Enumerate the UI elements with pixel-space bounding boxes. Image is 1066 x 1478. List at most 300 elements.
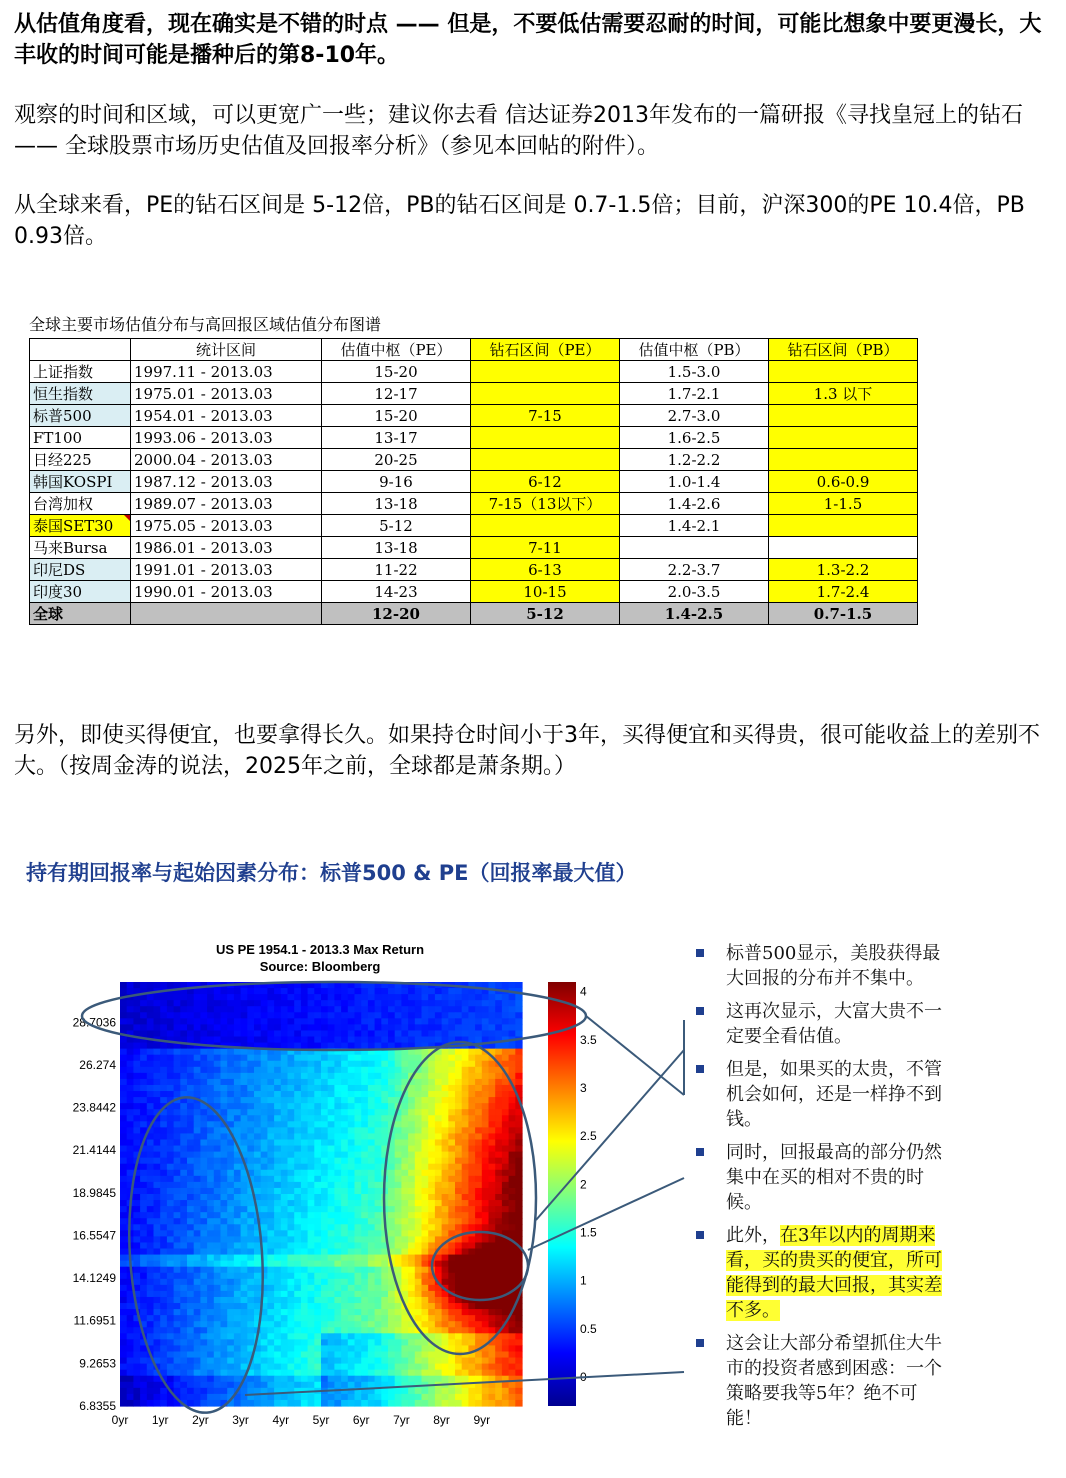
- heatmap-cell: [214, 1224, 221, 1231]
- heatmap-cell: [422, 1091, 429, 1098]
- heatmap-cell: [200, 988, 207, 995]
- heatmap-cell: [294, 1043, 301, 1050]
- heatmap-cell: [321, 1224, 328, 1231]
- heatmap-cell: [207, 1085, 214, 1092]
- heatmap-cell: [261, 1079, 268, 1086]
- heatmap-cell: [127, 1333, 134, 1340]
- heatmap-cell: [462, 1194, 469, 1201]
- heatmap-cell: [495, 1073, 502, 1080]
- heatmap-cell: [133, 1006, 140, 1013]
- heatmap-cell: [187, 1182, 194, 1189]
- heatmap-cell: [489, 1170, 496, 1177]
- heatmap-cell: [495, 1358, 502, 1365]
- heatmap-cell: [261, 1139, 268, 1146]
- heatmap-cell: [415, 1358, 422, 1365]
- heatmap-cell: [254, 1382, 261, 1389]
- heatmap-cell: [375, 1309, 382, 1316]
- heatmap-cell: [502, 1030, 509, 1037]
- heatmap-cell: [180, 1291, 187, 1298]
- heatmap-cell: [348, 1206, 355, 1213]
- heatmap-cell: [422, 1188, 429, 1195]
- heatmap-cell: [401, 1218, 408, 1225]
- heatmap-cell: [214, 1170, 221, 1177]
- heatmap-cell: [241, 1364, 248, 1371]
- heatmap-cell: [140, 1230, 147, 1237]
- heatmap-cell: [194, 1206, 201, 1213]
- heatmap-cell: [174, 1133, 181, 1140]
- heatmap-cell: [147, 1255, 154, 1262]
- heatmap-cell: [288, 1315, 295, 1322]
- heatmap-cell: [388, 1018, 395, 1025]
- heatmap-cell: [294, 1073, 301, 1080]
- heatmap-cell: [180, 1115, 187, 1122]
- heatmap-cell: [515, 1333, 522, 1340]
- heatmap-cell: [455, 1194, 462, 1201]
- heatmap-cell: [194, 1055, 201, 1062]
- heatmap-cell: [375, 1376, 382, 1383]
- heatmap-cell: [288, 994, 295, 1001]
- heatmap-cell: [167, 1194, 174, 1201]
- heatmap-cell: [294, 1188, 301, 1195]
- heatmap-cell: [274, 1139, 281, 1146]
- heatmap-cell: [281, 1055, 288, 1062]
- heatmap-cell: [448, 1152, 455, 1159]
- heatmap-cell: [261, 1158, 268, 1165]
- heatmap-cell: [321, 1024, 328, 1031]
- heatmap-cell: [448, 1085, 455, 1092]
- heatmap-cell: [462, 1249, 469, 1256]
- heatmap-cell: [348, 1339, 355, 1346]
- heatmap-cell: [167, 1333, 174, 1340]
- heatmap-cell: [401, 1176, 408, 1183]
- heatmap-cell: [314, 1249, 321, 1256]
- heatmap-cell: [355, 1242, 362, 1249]
- heatmap-cell: [509, 1358, 516, 1365]
- heatmap-cell: [375, 1152, 382, 1159]
- heatmap-cell: [147, 1073, 154, 1080]
- heatmap-cell: [187, 1249, 194, 1256]
- heatmap-cell: [214, 1085, 221, 1092]
- heatmap-cell: [120, 1327, 127, 1334]
- heatmap-cell: [154, 1267, 161, 1274]
- heatmap-cell: [180, 1388, 187, 1395]
- heatmap-cell: [267, 1097, 274, 1104]
- heatmap-cell: [448, 1364, 455, 1371]
- heatmap-cell: [455, 1121, 462, 1128]
- heatmap-cell: [328, 1085, 335, 1092]
- heatmap-cell: [194, 1146, 201, 1153]
- heatmap-cell: [509, 1164, 516, 1171]
- table-cell-pe: 12-20: [322, 603, 471, 625]
- heatmap-cell: [321, 1121, 328, 1128]
- heatmap-cell: [415, 1200, 422, 1207]
- heatmap-cell: [200, 1055, 207, 1062]
- heatmap-cell: [341, 1103, 348, 1110]
- heatmap-cell: [281, 1255, 288, 1262]
- heatmap-cell: [120, 1218, 127, 1225]
- heatmap-cell: [261, 1370, 268, 1377]
- heatmap-cell: [489, 1236, 496, 1243]
- heatmap-cell: [167, 1030, 174, 1037]
- heatmap-cell: [502, 1182, 509, 1189]
- heatmap-cell: [415, 1394, 422, 1401]
- heatmap-cell: [127, 1297, 134, 1304]
- heatmap-cell: [482, 1194, 489, 1201]
- heatmap-cell: [314, 1285, 321, 1292]
- heatmap-cell: [187, 1012, 194, 1019]
- heatmap-cell: [301, 1200, 308, 1207]
- heatmap-cell: [489, 1285, 496, 1292]
- heatmap-cell: [147, 1370, 154, 1377]
- heatmap-cell: [428, 1164, 435, 1171]
- heatmap-cell: [435, 1164, 442, 1171]
- heatmap-cell: [468, 1309, 475, 1316]
- heatmap-cell: [174, 1230, 181, 1237]
- heatmap-cell: [455, 1206, 462, 1213]
- heatmap-cell: [288, 988, 295, 995]
- heatmap-cell: [274, 1152, 281, 1159]
- heatmap-cell: [448, 1176, 455, 1183]
- heatmap-cell: [448, 1133, 455, 1140]
- bullet-text: 但是，如果买的太贵，不管机会如何，还是一样挣不到钱。: [726, 1059, 942, 1130]
- heatmap-cell: [495, 1364, 502, 1371]
- heatmap-cell: [194, 1261, 201, 1268]
- heatmap-cell: [227, 1049, 234, 1056]
- heatmap-cell: [174, 1049, 181, 1056]
- heatmap-cell: [274, 1261, 281, 1268]
- heatmap-cell: [288, 1273, 295, 1280]
- heatmap-cell: [314, 1170, 321, 1177]
- heatmap-cell: [328, 1376, 335, 1383]
- heatmap-cell: [221, 1267, 228, 1274]
- heatmap-cell: [348, 994, 355, 1001]
- heatmap-cell: [234, 1127, 241, 1134]
- heatmap-cell: [321, 1139, 328, 1146]
- heatmap-cell: [408, 1364, 415, 1371]
- heatmap-cell: [455, 1079, 462, 1086]
- heatmap-cell: [395, 1327, 402, 1334]
- heatmap-cell: [361, 1146, 368, 1153]
- heatmap-cell: [381, 1333, 388, 1340]
- heatmap-cell: [341, 1018, 348, 1025]
- heatmap-cell: [200, 1182, 207, 1189]
- heatmap-cell: [267, 1285, 274, 1292]
- heatmap-cell: [408, 1212, 415, 1219]
- heatmap-cell: [408, 1097, 415, 1104]
- bullet-square-icon: [696, 1007, 704, 1015]
- heatmap-cell: [301, 1249, 308, 1256]
- heatmap-cell: [489, 1024, 496, 1031]
- heatmap-cell: [408, 1333, 415, 1340]
- heatmap-cell: [448, 1309, 455, 1316]
- heatmap-cell: [422, 1000, 429, 1007]
- heatmap-cell: [401, 1315, 408, 1322]
- heatmap-cell: [422, 1218, 429, 1225]
- heatmap-cell: [234, 1079, 241, 1086]
- heatmap-cell: [442, 988, 449, 995]
- heatmap-cell: [200, 1024, 207, 1031]
- heatmap-cell: [221, 1358, 228, 1365]
- heatmap-cell: [207, 1073, 214, 1080]
- heatmap-cell: [234, 1182, 241, 1189]
- heatmap-cell: [261, 1182, 268, 1189]
- heatmap-cell: [361, 1061, 368, 1068]
- heatmap-cell: [448, 1067, 455, 1074]
- heatmap-cell: [509, 1321, 516, 1328]
- heatmap-cell: [509, 1139, 516, 1146]
- heatmap-cell: [321, 1061, 328, 1068]
- heatmap-cell: [187, 1073, 194, 1080]
- heatmap-cell: [274, 1055, 281, 1062]
- heatmap-cell: [140, 982, 147, 989]
- heatmap-cell: [495, 1006, 502, 1013]
- heatmap-cell: [308, 1370, 315, 1377]
- heatmap-cell: [207, 1061, 214, 1068]
- heatmap-cell: [489, 1200, 496, 1207]
- heatmap-cell: [328, 1224, 335, 1231]
- heatmap-cell: [234, 1158, 241, 1165]
- heatmap-cell: [368, 1242, 375, 1249]
- heatmap-cell: [247, 1388, 254, 1395]
- heatmap-cell: [221, 1146, 228, 1153]
- heatmap-cell: [388, 1085, 395, 1092]
- y-tick-label: 28.7036: [72, 1015, 116, 1030]
- y-tick-label: 14.1249: [72, 1271, 116, 1286]
- heatmap-cell: [301, 1382, 308, 1389]
- heatmap-cell: [495, 1164, 502, 1171]
- heatmap-cell: [368, 1055, 375, 1062]
- heatmap-cell: [509, 1000, 516, 1007]
- heatmap-cell: [341, 1297, 348, 1304]
- heatmap-cell: [261, 1127, 268, 1134]
- heatmap-cell: [475, 1339, 482, 1346]
- heatmap-cell: [187, 1351, 194, 1358]
- heatmap-cell: [174, 1194, 181, 1201]
- heatmap-cell: [428, 1279, 435, 1286]
- heatmap-cell: [174, 1212, 181, 1219]
- heatmap-cell: [200, 1236, 207, 1243]
- heatmap-cell: [328, 1364, 335, 1371]
- heatmap-cell: [180, 1206, 187, 1213]
- heatmap-cell: [214, 988, 221, 995]
- heatmap-cell: [147, 1249, 154, 1256]
- heatmap-cell: [435, 1327, 442, 1334]
- heatmap-cell: [435, 1121, 442, 1128]
- heatmap-cell: [428, 1358, 435, 1365]
- heatmap-cell: [261, 1321, 268, 1328]
- heatmap-cell: [435, 1139, 442, 1146]
- heatmap-cell: [495, 1109, 502, 1116]
- heatmap-cell: [388, 1376, 395, 1383]
- heatmap-cell: [502, 1339, 509, 1346]
- heatmap-cell: [274, 1236, 281, 1243]
- heatmap-cell: [207, 1351, 214, 1358]
- heatmap-cell: [254, 988, 261, 995]
- heatmap-cell: [187, 1194, 194, 1201]
- heatmap-cell: [221, 1285, 228, 1292]
- heatmap-cell: [314, 1273, 321, 1280]
- heatmap-cell: [502, 1261, 509, 1268]
- heatmap-cell: [154, 1327, 161, 1334]
- heatmap-cell: [341, 1321, 348, 1328]
- heatmap-cell: [455, 1049, 462, 1056]
- heatmap-cell: [127, 1091, 134, 1098]
- heatmap-cell: [361, 1224, 368, 1231]
- heatmap-cell: [489, 1091, 496, 1098]
- heatmap-cell: [281, 1309, 288, 1316]
- heatmap-cell: [422, 1079, 429, 1086]
- heatmap-cell: [462, 1030, 469, 1037]
- heatmap-cell: [133, 1085, 140, 1092]
- heatmap-cell: [435, 1170, 442, 1177]
- heatmap-cell: [267, 1315, 274, 1322]
- heatmap-cell: [267, 1170, 274, 1177]
- heatmap-cell: [200, 1121, 207, 1128]
- heatmap-cell: [489, 1261, 496, 1268]
- heatmap-cell: [308, 1109, 315, 1116]
- heatmap-cell: [515, 1230, 522, 1237]
- heatmap-cell: [415, 1315, 422, 1322]
- heatmap-cell: [308, 1224, 315, 1231]
- heatmap-cell: [328, 1382, 335, 1389]
- heatmap-cell: [475, 1388, 482, 1395]
- heatmap-cell: [247, 1303, 254, 1310]
- heatmap-cell: [415, 1152, 422, 1159]
- heatmap-cell: [247, 1049, 254, 1056]
- heatmap-cell: [308, 994, 315, 1001]
- heatmap-cell: [355, 1091, 362, 1098]
- heatmap-cell: [328, 1073, 335, 1080]
- heatmap-cell: [334, 1345, 341, 1352]
- heatmap-cell: [422, 1279, 429, 1286]
- heatmap-cell: [294, 1303, 301, 1310]
- heatmap-cell: [207, 1146, 214, 1153]
- heatmap-cell: [241, 1212, 248, 1219]
- heatmap-cell: [428, 1037, 435, 1044]
- colorbar-tick-label: 3: [580, 1081, 587, 1095]
- heatmap-cell: [495, 1194, 502, 1201]
- heatmap-cell: [288, 1043, 295, 1050]
- heatmap-cell: [221, 1158, 228, 1165]
- heatmap-cell: [515, 1206, 522, 1213]
- heatmap-cell: [388, 1309, 395, 1316]
- heatmap-cell: [415, 1176, 422, 1183]
- heatmap-cell: [462, 1242, 469, 1249]
- heatmap-cell: [187, 1018, 194, 1025]
- heatmap-cell: [489, 1388, 496, 1395]
- heatmap-cell: [187, 1206, 194, 1213]
- heatmap-cell: [395, 1339, 402, 1346]
- heatmap-cell: [207, 1333, 214, 1340]
- heatmap-cell: [442, 1188, 449, 1195]
- heatmap-cell: [147, 1261, 154, 1268]
- heatmap-cell: [281, 1061, 288, 1068]
- heatmap-cell: [241, 1291, 248, 1298]
- heatmap-cell: [160, 1364, 167, 1371]
- heatmap-cell: [234, 1333, 241, 1340]
- heatmap-cell: [187, 1115, 194, 1122]
- table-cell-dpb: 1.7-2.4: [769, 581, 918, 603]
- heatmap-cell: [308, 1182, 315, 1189]
- heatmap-cell: [167, 1146, 174, 1153]
- heatmap-cell: [428, 1218, 435, 1225]
- heatmap-cell: [308, 1152, 315, 1159]
- heatmap-cell: [395, 1261, 402, 1268]
- heatmap-cell: [475, 1291, 482, 1298]
- heatmap-cell: [482, 1170, 489, 1177]
- heatmap-cell: [160, 1146, 167, 1153]
- colorbar-tick-label: 0: [580, 1370, 587, 1385]
- heatmap-cell: [133, 1339, 140, 1346]
- heatmap-cell: [495, 1218, 502, 1225]
- heatmap-cell: [462, 1206, 469, 1213]
- heatmap-cell: [368, 1115, 375, 1122]
- heatmap-cell: [395, 1249, 402, 1256]
- heatmap-cell: [422, 1212, 429, 1219]
- heatmap-cell: [301, 1351, 308, 1358]
- heatmap-cell: [401, 1224, 408, 1231]
- heatmap-cell: [241, 1049, 248, 1056]
- heatmap-cell: [401, 1067, 408, 1074]
- heatmap-cell: [381, 1024, 388, 1031]
- heatmap-cell: [301, 1182, 308, 1189]
- table-cell-market: 泰国SET30: [30, 515, 131, 537]
- heatmap-cell: [234, 1291, 241, 1298]
- heatmap-cell: [475, 1400, 482, 1407]
- heatmap-cell: [120, 1206, 127, 1213]
- heatmap-cell: [428, 1073, 435, 1080]
- heatmap-cell: [207, 1358, 214, 1365]
- heatmap-cell: [227, 1097, 234, 1104]
- heatmap-cell: [381, 1073, 388, 1080]
- heatmap-cell: [314, 1394, 321, 1401]
- heatmap-cell: [334, 1261, 341, 1268]
- heatmap-cell: [294, 1170, 301, 1177]
- heatmap-cell: [288, 1158, 295, 1165]
- heatmap-cell: [361, 1255, 368, 1262]
- heatmap-cell: [401, 1055, 408, 1062]
- heatmap-cell: [241, 1273, 248, 1280]
- heatmap-cell: [133, 1255, 140, 1262]
- heatmap-cell: [468, 1073, 475, 1080]
- heatmap-cell: [408, 1267, 415, 1274]
- heatmap-cell: [415, 1091, 422, 1098]
- heatmap-cell: [395, 1376, 402, 1383]
- heatmap-cell: [468, 1079, 475, 1086]
- heatmap-cell: [482, 1061, 489, 1068]
- heatmap-cell: [120, 1333, 127, 1340]
- heatmap-cell: [301, 1370, 308, 1377]
- heatmap-cell: [495, 1000, 502, 1007]
- heatmap-cell: [388, 1345, 395, 1352]
- heatmap-cell: [415, 1109, 422, 1116]
- heatmap-cell: [194, 1267, 201, 1274]
- heatmap-cell: [180, 1121, 187, 1128]
- heatmap-cell: [442, 1315, 449, 1322]
- heatmap-cell: [200, 1188, 207, 1195]
- heatmap-cell: [234, 1261, 241, 1268]
- heatmap-cell: [187, 1030, 194, 1037]
- table-cell-period: 1975.05 - 2013.03: [131, 515, 322, 537]
- heatmap-cell: [281, 1194, 288, 1201]
- heatmap-cell: [489, 1018, 496, 1025]
- heatmap-cell: [207, 1394, 214, 1401]
- heatmap-cell: [355, 1055, 362, 1062]
- heatmap-cell: [127, 1139, 134, 1146]
- heatmap-cell: [348, 1291, 355, 1298]
- heatmap-cell: [241, 1279, 248, 1286]
- heatmap-cell: [194, 1303, 201, 1310]
